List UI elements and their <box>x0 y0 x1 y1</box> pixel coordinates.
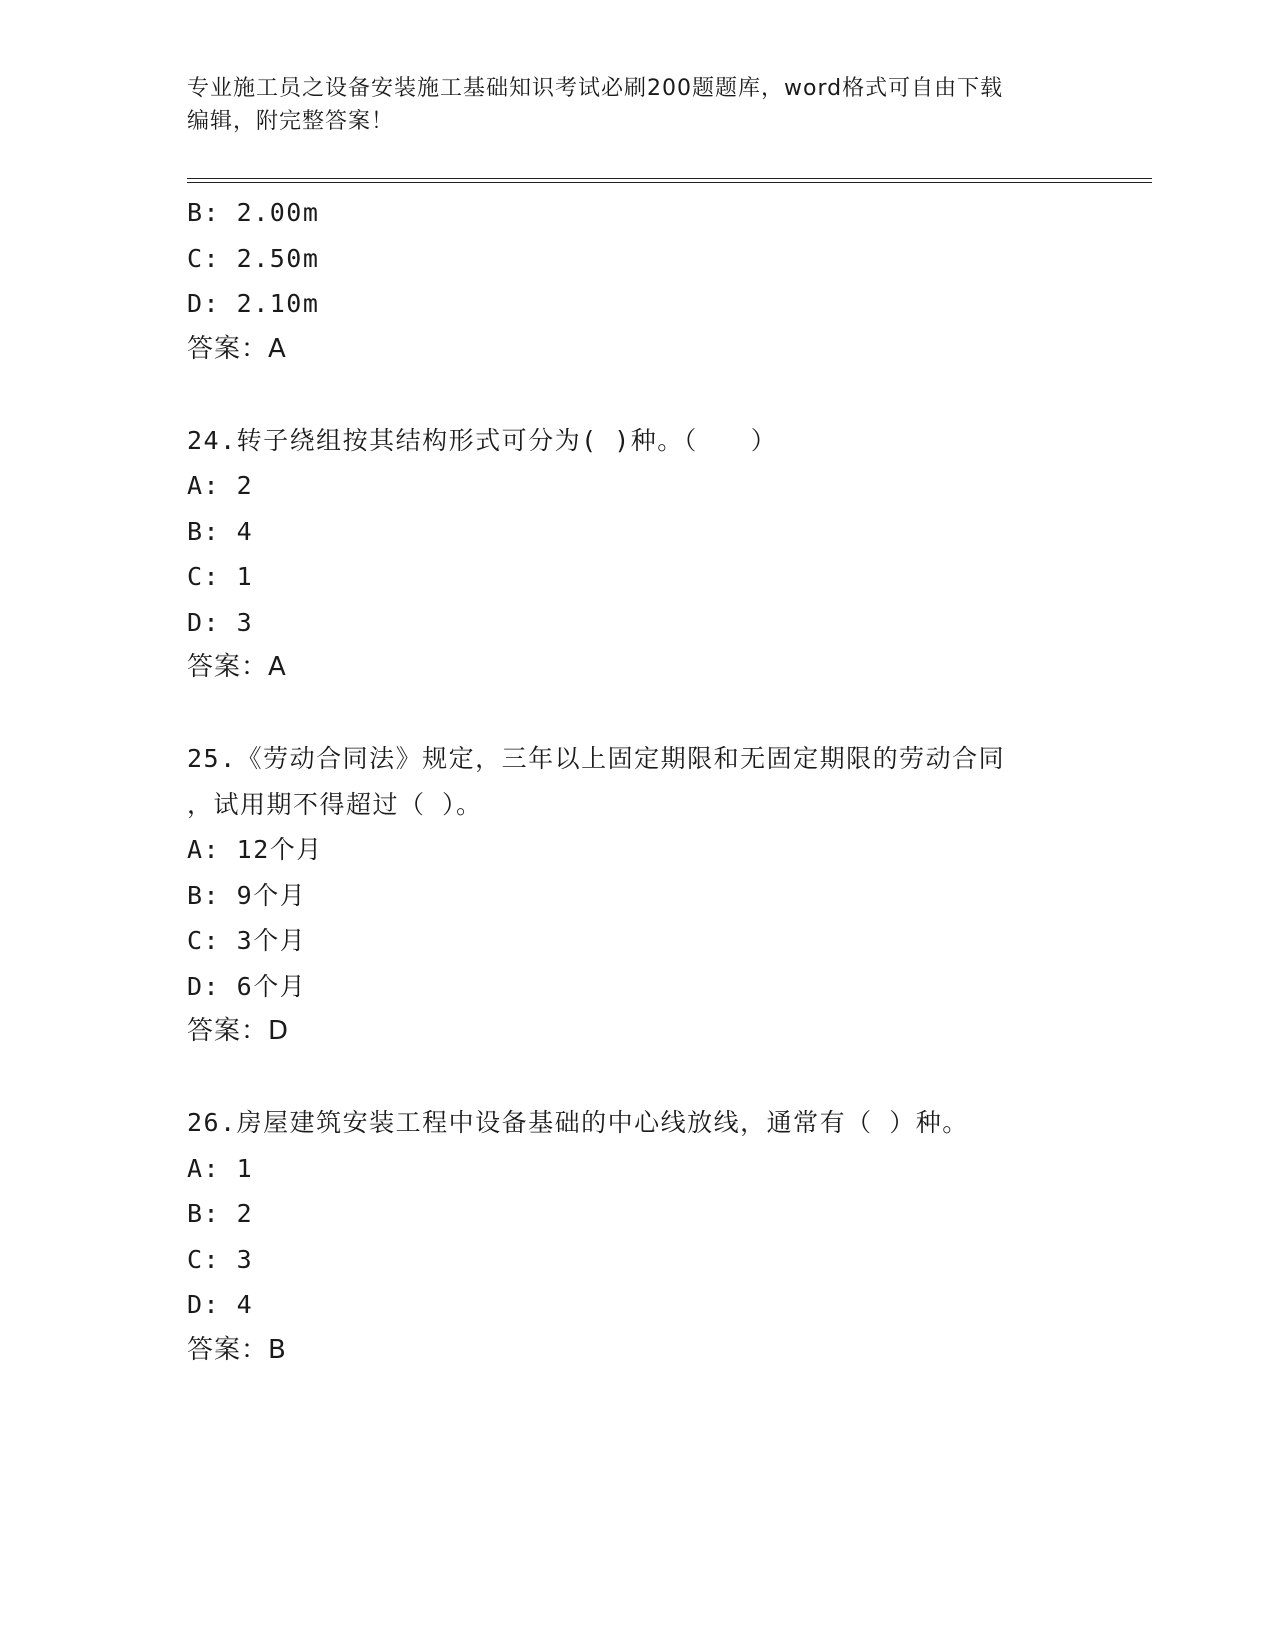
option-b: B: 2.00m <box>187 198 320 227</box>
option-d: D: 2.10m <box>187 289 320 318</box>
header-line-1: 专业施工员之设备安装施工基础知识考试必刷200题题库，word格式可自由下载 <box>187 76 1004 101</box>
option-c: C: 3 <box>187 1244 254 1274</box>
option-d: D: 4 <box>187 1290 254 1319</box>
question-25-stem-line-1: 25.《劳动合同法》规定，三年以上固定期限和无固定期限的劳动合同 <box>187 744 1006 773</box>
option-a: A: 2 <box>187 471 254 500</box>
option-c: C: 1 <box>187 562 254 591</box>
answer-label: 答案：A <box>187 652 287 682</box>
option-b: B: 4 <box>187 516 254 546</box>
question-26-stem: 26.房屋建筑安装工程中设备基础的中心线放线，通常有（ ）种。 <box>187 1108 969 1137</box>
spacer <box>187 372 1137 418</box>
option-b: B: 9个月 <box>187 880 307 910</box>
answer-label: 答案：B <box>187 1334 287 1365</box>
question-list <box>187 190 1137 1373</box>
option-a: A: 12个月 <box>187 835 323 864</box>
header-divider-bottom <box>187 182 1152 183</box>
answer-label: 答案：A <box>187 333 287 364</box>
answer-label: 答案：D <box>187 1016 290 1046</box>
question-25-stem-line-2: ，试用期不得超过（ ）。 <box>187 789 483 819</box>
option-d: D: 3 <box>187 607 254 637</box>
option-a: A: 1 <box>187 1153 254 1183</box>
option-c: C: 3个月 <box>187 926 307 955</box>
header-line-2: 编辑，附完整答案！ <box>187 109 395 134</box>
header-divider-top <box>187 178 1152 179</box>
spacer <box>187 1055 1137 1101</box>
spacer <box>187 691 1137 737</box>
option-d: D: 6个月 <box>187 971 307 1001</box>
option-b: B: 2 <box>187 1199 254 1228</box>
option-c: C: 2.50m <box>187 243 320 273</box>
question-24-stem: 24.转子绕组按其结构形式可分为( )种。（ ） <box>187 425 778 455</box>
document-header <box>187 72 1067 138</box>
